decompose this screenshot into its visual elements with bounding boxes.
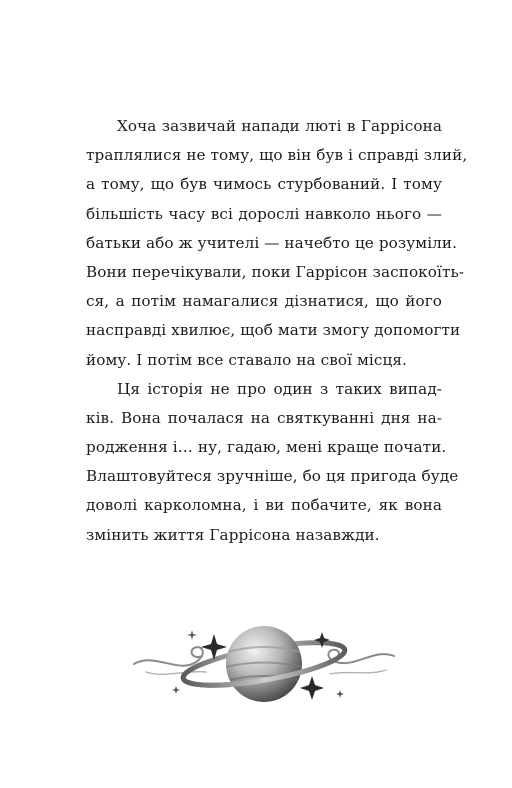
text-line: Влаштовуйтеся зручніше, бо ця пригода буде	[86, 467, 459, 486]
text-line: Ця історія не про один з таких випад-	[117, 379, 442, 398]
text-line: насправді хвилює, щоб мати змогу допомогти	[86, 321, 461, 340]
text-line: а тому, що був чимось стурбований. І тому	[86, 175, 442, 194]
text-line: ків. Вона почалася на святкуванні дня на-	[86, 408, 442, 427]
text-line: змінить життя Гаррісона назавжди.	[86, 525, 380, 544]
text-line: батьки або ж учителі — начебто це розуміли.	[86, 233, 458, 252]
text-line: йому. І потім все ставало на свої місця.	[86, 350, 407, 369]
text-line: Хоча зазвичай напади люті в Гаррісона	[117, 117, 442, 135]
swirl-decoration	[146, 672, 206, 675]
text-line: більшість часу всі дорослі навколо нього —	[86, 204, 442, 223]
text-line: ся, а потім намагалися дізнатися, що його	[86, 292, 442, 311]
body-text	[86, 112, 468, 550]
swirl-decoration	[330, 670, 386, 674]
text-line: траплялися не тому, що він був і справді злий,	[86, 146, 468, 165]
text-line: родження і… ну, гадаю, мені краще почати.	[86, 438, 447, 457]
text-line: доволі карколомна, і ви побачите, як вона	[86, 496, 442, 515]
paragraph-2	[86, 375, 459, 550]
swirl-decoration	[134, 647, 203, 666]
text-line: Вони перечікували, поки Гаррісон заспокоїть-	[86, 262, 465, 281]
paragraph-1	[86, 112, 468, 375]
saturn-planet-icon	[124, 612, 404, 712]
